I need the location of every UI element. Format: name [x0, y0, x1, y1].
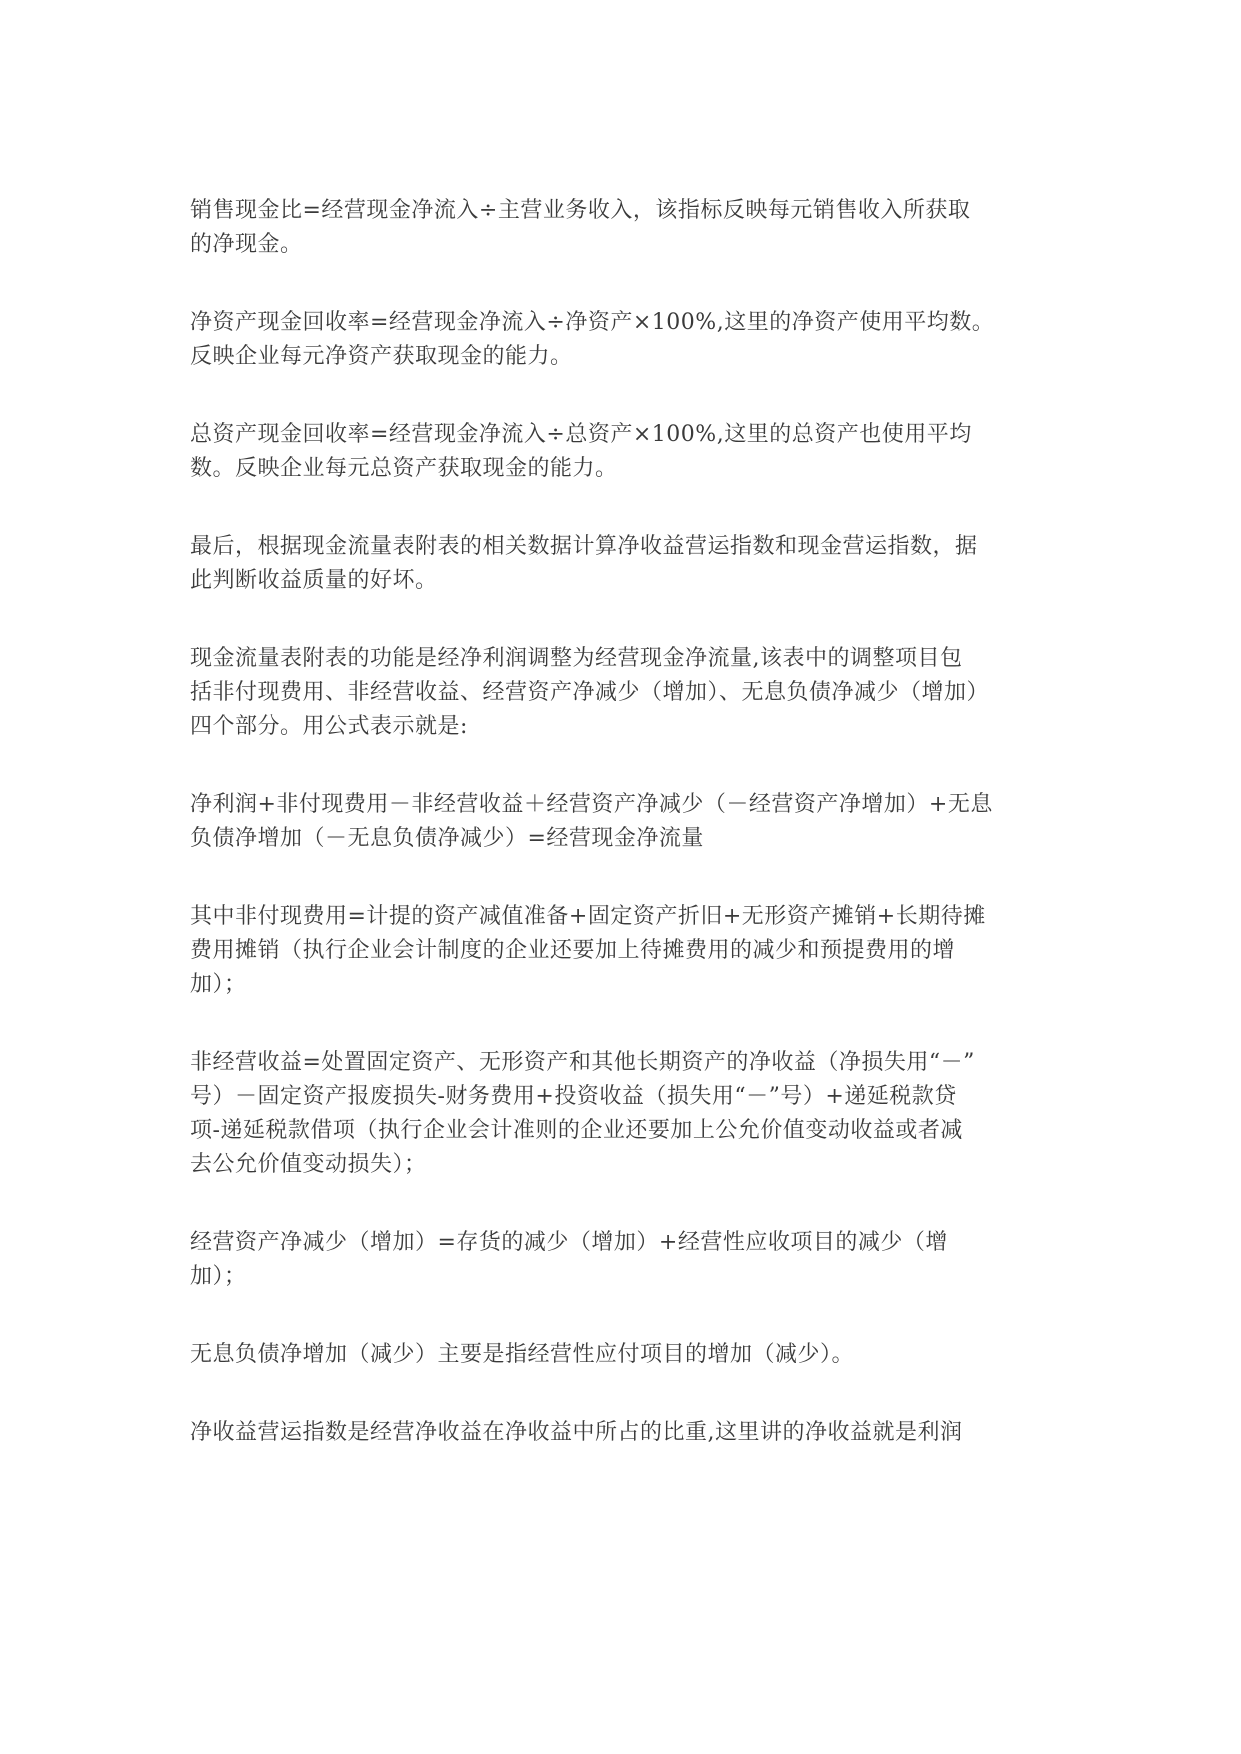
- paragraph-interest-free-liabilities: [190, 1338, 1058, 1372]
- paragraph-sales-cash-ratio: [190, 194, 1058, 262]
- text-line: 数。反映企业每元总资产获取现金的能力。: [190, 456, 618, 481]
- paragraph-net-income-operating-index: [190, 1416, 1058, 1450]
- text-line: 负债净增加（－无息负债净减少）=经营现金净流量: [190, 826, 704, 851]
- paragraph-non-cash-expenses: [190, 900, 1058, 1002]
- paragraph-formula: [190, 788, 1058, 856]
- text-line: 净利润+非付现费用－非经营收益＋经营资产净减少（－经营资产净增加）+无息: [190, 792, 993, 817]
- text-line: 项-递延税款借项（执行企业会计准则的企业还要加上公允价值变动收益或者减: [190, 1118, 963, 1143]
- text-line: 非经营收益=处置固定资产、无形资产和其他长期资产的净收益（净损失用“－”: [190, 1050, 975, 1075]
- text-line: 无息负债净增加（减少）主要是指经营性应付项目的增加（减少）。: [190, 1342, 855, 1367]
- text-line: 反映企业每元净资产获取现金的能力。: [190, 344, 573, 369]
- text-line: 费用摊销（执行企业会计制度的企业还要加上待摊费用的减少和预提费用的增: [190, 938, 956, 963]
- paragraph-supplementary-schedule: [190, 642, 1058, 744]
- text-line: 其中非付现费用=计提的资产减值准备+固定资产折旧+无形资产摊销+长期待摊: [190, 904, 986, 929]
- text-line: 经营资产净减少（增加）=存货的减少（增加）+经营性应收项目的减少（增: [190, 1230, 948, 1255]
- text-line: 加）；: [190, 972, 247, 997]
- text-line: 此判断收益质量的好坏。: [190, 568, 438, 593]
- text-line: 括非付现费用、非经营收益、经营资产净减少（增加）、无息负债净减少（增加）: [190, 680, 990, 705]
- text-line: 去公允价值变动损失）；: [190, 1152, 427, 1177]
- text-line: 最后，根据现金流量表附表的相关数据计算净收益营运指数和现金营运指数，据: [190, 534, 978, 559]
- text-line: 销售现金比=经营现金净流入÷主营业务收入，该指标反映每元销售收入所获取: [190, 198, 971, 223]
- text-line: 现金流量表附表的功能是经净利润调整为经营现金净流量,该表中的调整项目包: [190, 646, 963, 671]
- text-line: 加）；: [190, 1264, 247, 1289]
- paragraph-operating-assets: [190, 1226, 1058, 1294]
- paragraph-net-asset-cash-recovery: [190, 306, 1058, 374]
- text-line: 总资产现金回收率=经营现金净流入÷总资产×100%,这里的总资产也使用平均: [190, 422, 972, 447]
- text-line: 净资产现金回收率=经营现金净流入÷净资产×100%,这里的净资产使用平均数。: [190, 310, 995, 335]
- paragraph-non-operating-income: [190, 1046, 1058, 1182]
- paragraph-finally: [190, 530, 1058, 598]
- text-line: 净收益营运指数是经营净收益在净收益中所占的比重,这里讲的净收益就是利润: [190, 1420, 963, 1445]
- text-line: 号）－固定资产报废损失-财务费用+投资收益（损失用“－”号）+递延税款贷: [190, 1084, 957, 1109]
- paragraph-total-asset-cash-recovery: [190, 418, 1058, 486]
- text-line: 四个部分。用公式表示就是:: [190, 714, 468, 739]
- text-line: 的净现金。: [190, 232, 303, 257]
- document-body: [190, 194, 1058, 1494]
